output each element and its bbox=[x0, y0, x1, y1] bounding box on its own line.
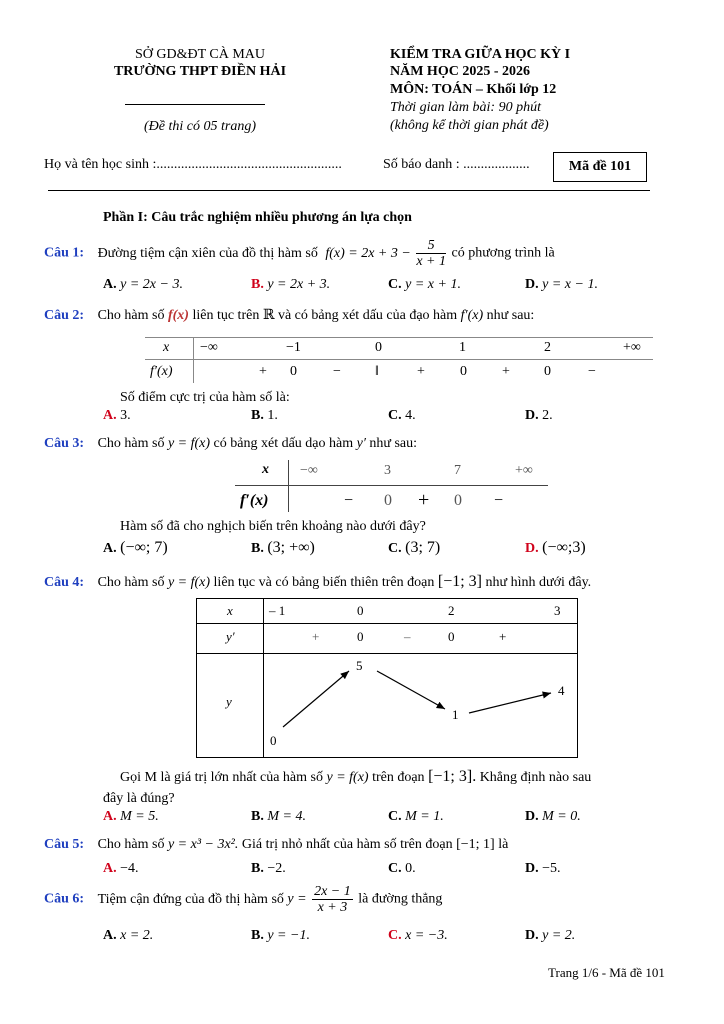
q2-text-b: liên tục trên ℝ và có bảng xét dấu của đạo hàm bbox=[192, 308, 458, 323]
school-name: TRƯỜNG THPT ĐIỀN HẢI bbox=[113, 64, 287, 79]
q5-interval: [−1; 1] bbox=[456, 837, 495, 852]
q2-option-d[interactable]: D. 2. bbox=[525, 408, 553, 423]
exam-time-note: (không kể thời gian phát đề) bbox=[390, 118, 549, 133]
exam-time: Thời gian làm bài: 90 phút bbox=[390, 100, 541, 115]
q4-label: Câu 4: bbox=[44, 575, 85, 590]
q1-option-b[interactable]: B. y = 2x + 3. bbox=[251, 277, 331, 292]
page-footer: Trang 1/6 - Mã đề 101 bbox=[548, 965, 665, 980]
student-id-field: Số báo danh : ................... bbox=[383, 157, 530, 172]
q2-fx: f(x) bbox=[167, 308, 189, 323]
q1-text-b: có phương trình là bbox=[451, 245, 555, 261]
question-5 bbox=[44, 837, 508, 853]
q6-option-c[interactable]: C. x = −3. bbox=[388, 928, 448, 943]
header-bottom-rule bbox=[48, 190, 650, 191]
q5-option-c[interactable]: C. 0. bbox=[388, 861, 416, 876]
q2-option-c[interactable]: C. 4. bbox=[388, 408, 416, 423]
q2-text-a: Cho hàm số bbox=[97, 308, 165, 323]
q4-text-b: liên tục và có bảng biến thiên trên đoạn bbox=[213, 575, 435, 590]
question-4 bbox=[44, 573, 591, 591]
q4-after-line2: đây là đúng? bbox=[103, 791, 175, 806]
q4-option-d[interactable]: D. M = 0. bbox=[525, 809, 581, 824]
q3-option-b[interactable]: B. (3; +∞) bbox=[251, 539, 315, 556]
q2-option-b[interactable]: B. 1. bbox=[251, 408, 278, 423]
q2-after: Số điểm cực trị của hàm số là: bbox=[120, 390, 290, 405]
q4-variation-table: x – 1 0 2 3 y′ + 0 – 0 + y 0 5 1 4 bbox=[196, 598, 578, 758]
arrow-up-2 bbox=[469, 693, 551, 713]
exam-title: KIỂM TRA GIỮA HỌC KỲ I bbox=[390, 47, 571, 62]
arrow-down bbox=[377, 671, 445, 709]
q6-func: y = bbox=[287, 891, 307, 907]
q4-interval: [−1; 3] bbox=[437, 573, 482, 590]
q3-option-d[interactable]: D. (−∞;3) bbox=[525, 539, 586, 556]
q4-text-c: như hình dưới đây. bbox=[485, 575, 592, 590]
q5-text-c: là bbox=[498, 837, 509, 852]
q6-fraction: $\frac{2x - 1}{x + 3}$ bbox=[314, 884, 351, 915]
q3-text-a: Cho hàm số bbox=[97, 436, 165, 451]
q1-option-a[interactable]: A. y = 2x − 3. bbox=[103, 277, 183, 292]
q1-fraction bbox=[416, 238, 446, 269]
q5-label: Câu 5: bbox=[44, 837, 85, 852]
q1-text-a: Đường tiệm cận xiên của đồ thị hàm số bbox=[97, 245, 318, 261]
school-year: NĂM HỌC 2025 - 2026 bbox=[390, 64, 530, 79]
q3-option-a[interactable]: A. (−∞; 7) bbox=[103, 539, 168, 556]
q6-text-a: Tiệm cận đứng của đồ thị hàm số bbox=[97, 891, 284, 907]
q3-text-b: có bảng xét dấu dạo hàm bbox=[213, 436, 354, 451]
question-3 bbox=[44, 436, 417, 452]
q5-text-b: Giá trị nhỏ nhất của hàm số trên đoạn bbox=[241, 837, 453, 852]
q2-fpx: f′(x) bbox=[460, 308, 484, 323]
q6-option-b[interactable]: B. y = −1. bbox=[251, 928, 310, 943]
header-divider bbox=[125, 104, 265, 105]
q2-text-c: như sau: bbox=[486, 308, 535, 323]
q3-func: y = f(x) bbox=[167, 436, 211, 451]
q6-label: Câu 6: bbox=[44, 891, 85, 907]
question-1 bbox=[44, 238, 555, 274]
q5-option-a[interactable]: A. −4. bbox=[103, 861, 139, 876]
q5-option-b[interactable]: B. −2. bbox=[251, 861, 286, 876]
subject: MÔN: TOÁN – Khối lớp 12 bbox=[390, 82, 557, 97]
q5-text-a: Cho hàm số bbox=[97, 837, 165, 852]
q3-yp: y′ bbox=[356, 436, 366, 451]
q6-text-b: là đường thẳng bbox=[358, 891, 443, 907]
q5-func: y = x³ − 3x². bbox=[167, 837, 239, 852]
student-name-field: Họ và tên học sinh :..................................................... bbox=[44, 157, 342, 172]
q2-label: Câu 2: bbox=[44, 308, 85, 323]
q5-option-d[interactable]: D. −5. bbox=[525, 861, 561, 876]
question-6 bbox=[44, 884, 442, 924]
pages-note: (Đề thi có 05 trang) bbox=[144, 119, 256, 134]
q4-option-a[interactable]: A. M = 5. bbox=[103, 809, 159, 824]
q1-frac-den: x + 1 bbox=[416, 254, 446, 269]
question-2 bbox=[44, 307, 534, 324]
q1-func: f(x) = 2x + 3 − bbox=[325, 245, 411, 261]
q3-option-c[interactable]: C. (3; 7) bbox=[388, 539, 441, 556]
q6-option-d[interactable]: D. y = 2. bbox=[525, 928, 576, 943]
q4-option-c[interactable]: C. M = 1. bbox=[388, 809, 444, 824]
q1-option-d[interactable]: D. y = x − 1. bbox=[525, 277, 598, 292]
q4-text-a: Cho hàm số bbox=[97, 575, 165, 590]
part1-title: Phần I: Câu trắc nghiệm nhiều phương án lựa chọn bbox=[103, 210, 412, 225]
dept-name: SỞ GD&ĐT CÀ MAU bbox=[134, 47, 266, 62]
q3-after: Hàm số đã cho nghịch biến trên khoảng nào dưới đây? bbox=[120, 519, 426, 534]
q4-after-line1: Gọi M là giá trị lớn nhất của hàm số y = f(x) trên đoạn [−1; 3]. Khẳng định nào sau bbox=[120, 768, 592, 785]
q4-option-b[interactable]: B. M = 4. bbox=[251, 809, 306, 824]
arrow-up-1 bbox=[283, 671, 349, 727]
q2-option-a[interactable]: A. 3. bbox=[103, 408, 131, 423]
q4-variation-arrows bbox=[197, 599, 577, 757]
q4-func: y = f(x) bbox=[167, 575, 211, 590]
exam-code-box: Mã đề 101 bbox=[553, 152, 647, 182]
q6-option-a[interactable]: A. x = 2. bbox=[103, 928, 154, 943]
q3-label: Câu 3: bbox=[44, 436, 85, 451]
q1-frac-num: 5 bbox=[416, 238, 446, 254]
q1-label: Câu 1: bbox=[44, 245, 85, 261]
q3-text-c: như sau: bbox=[369, 436, 418, 451]
q1-option-c[interactable]: C. y = x + 1. bbox=[388, 277, 461, 292]
